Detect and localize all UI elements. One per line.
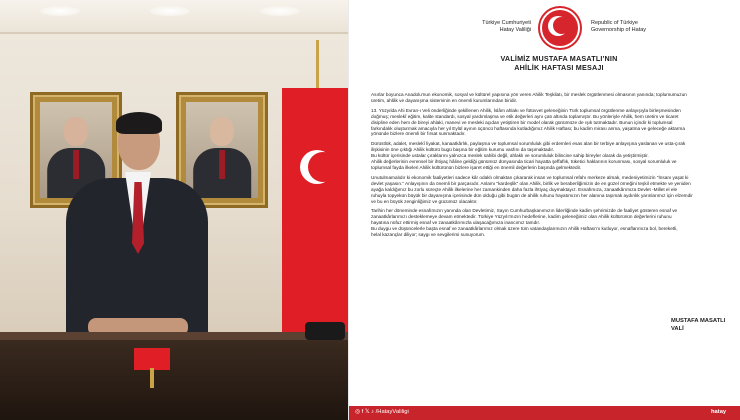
ceiling-lamp <box>260 6 300 16</box>
paragraph-1 <box>371 92 739 104</box>
text-line: farkındalık oluşturmak amacıyla her yıl Eylül ayının üçüncü haftasında kutladığımız Ahilik Haftası; bu kadim mirası anma, yaşatma ve geleceğe aktarma <box>371 125 685 131</box>
header-left-line2: Hatay Valiliği <box>499 27 531 33</box>
text-line: ayağa kaldığımız bu zorlu süreçte Ahilik ilkelerine her zamankinden daha fazla ihtiyaç duymaktayız. Esnafımıza, zanaatkârımıza Devlet -Millet el ele <box>371 186 678 192</box>
text-line: ve bu en büyük zenginliğimiz ve gücümüz olacaktır. <box>371 198 478 204</box>
text-line: ilişkisinin öne çıktığı Ahilik kültürü bugü başına bir eğitim kurumu vasfını da taşımaktadır. <box>371 147 555 153</box>
desk-flag <box>134 348 170 370</box>
desk-phone <box>305 322 345 340</box>
title-line2: AHİLİK HAFTASI MESAJI <box>514 63 604 72</box>
governor-hair <box>116 112 162 134</box>
text-line: helal kazançlar diliyor; saygı ve sevgilerimi sunuyorum. <box>371 232 486 238</box>
website-link[interactable]: hatay <box>711 409 727 415</box>
text-line: disipline eden hem de bireyi ahlaki, manevi ve mesleki açıdan yetiştiren bir model olarak günümüze de ışık tutmaktadır. Bunun içindir ki toplumsal <box>371 119 673 125</box>
signature-role: VALİ <box>671 325 684 332</box>
footer-bar <box>349 406 740 420</box>
paragraph-5 <box>371 208 739 238</box>
text-line: yönünde bizlere önemli bir fırsat sunmaktadır. <box>371 131 466 137</box>
text-line: üretim, ahlâk ve dayanışma sisteminin en önemli kurumlarından biridir. <box>371 97 518 103</box>
text-line: 13. Yüzyılda Ahi Evran-ı Veli önderliğinde şekillenen Ahilik, İslâm ahlakı ve fütüvvet geleneğinin Türk toplumsal örgütlenme anlayışıyla birleşmesinden <box>371 107 681 113</box>
header-right <box>591 20 711 34</box>
ceiling <box>0 0 348 34</box>
text-line: Tarihin her döneminde esnafımızın yanında olan Devletimiz, Sayın Cumhurbaşkanımızın liderliğinde kadim şehrimizde de faaliyet gösteren esnaf ve <box>371 208 678 214</box>
header-left-line1: Türkiye Cumhuriyeti <box>482 20 531 26</box>
text-line: Dürüstlük, adalet, meslekî liyakat, kanaatkârlık, paylaşma ve toplumsal sorumluluk gibi erdemleri esas alan bir terbiye anlayışına yaslanan ve usta-çırak <box>371 141 686 147</box>
desk <box>0 340 348 420</box>
header-right-line2: Governorship of Hatay <box>591 27 647 33</box>
turkish-flag <box>282 88 348 338</box>
desk-flag-stand <box>150 368 154 388</box>
paragraph-4 <box>371 175 739 205</box>
text-line: Ahilik değerlerinin evrensel bir ihtiyaç hâline geldiği günümüz dünyasında ticari hayatta şeffaflık, tüketici haklarının korunması, sosyal sorumluluk ve <box>371 159 677 165</box>
text-line: doğmuş; meslekî eğitim, kalite standardı, sosyal yardımlaşma ve etik değerleri aynı çatı altında toplamıştır. Bu yönleriyle Ahilik, hem üretim ve ticaret <box>371 113 679 119</box>
signature-name: MUSTAFA MASATLI <box>671 318 726 324</box>
text-line: Bu duygu ve düşüncelerle başta esnaf ve zanaatkârlarımız olmak üzere tüm vatandaşlarımızın Ahilik Haftası'nı kutluyor, esnaflarımıza bol, bereketli, <box>371 226 678 232</box>
text-line: Unutulmamalıdır ki ekonomik faaliyetleri sadece kâr odaklı olmaktan çıkararak insan ve toplumsal refahı merkeze almak, medeniyetimizin "İnsanı yaşat ki <box>371 174 689 180</box>
text-line: Bu kültür içerisinde ustalar çıraklarını yalnızca meslek sahibi değil, ahlaklı ve sorumluluk bilincine sahip bireyler olarak da yetiştirmiştir. <box>371 153 649 159</box>
governor-photo <box>0 0 348 420</box>
governorship-logo <box>538 6 582 50</box>
ceiling-lamp <box>150 6 190 16</box>
header-left <box>411 20 531 34</box>
text-line: zanaatkârlarımızı desteklemeye devam etmektedir. Türkiye Yüzyılı'mızın hedeflerine, kadim geleneğimiz olan Ahilik kültürünün değerlerini ruhunu <box>371 214 672 220</box>
title-line1: VALİMİZ MUSTAFA MASATLI'NIN <box>500 54 618 63</box>
paragraph-3 <box>371 141 739 171</box>
signature-block <box>671 318 740 333</box>
social-handle[interactable]: ◎ f 𝕏 ♪ /HatayValiligi <box>355 409 409 415</box>
text-line: ruhuyla topyekün büyük bir dayanışma içerisinde dün olduğu gibi bugün de ahilik ruhunu hayatımızın her alanına taşımak aydınlık yarınlarımız için elzemdir <box>371 192 693 198</box>
text-line: Asırlar boyunca Anadolu'nun ekonomik, sosyal ve kültürel yapısına yön veren Ahilik Teşkilatı, bir meslek örgütlenmesi olmasının yanında; toplumumuzun <box>371 92 687 97</box>
text-line: hayatına nüfuz ettirmiş esnaf ve zanaatkârımızla ulaşacağımıza inancımız tamdır. <box>371 220 541 226</box>
header-right-line1: Republic of Türkiye <box>591 20 638 26</box>
text-line: devlet yaşasın." Anlayışının da önemli bir parçasıdır. Anlamı "kardeşlik" olan Ahilik, birlik ve beraberliğimizin de en güzel örneğini teşkil etmekte ve yeniden <box>371 180 691 186</box>
text-line: toplumsal fayda ilkeleri Ahilik kültürünün bizlere işaret ettiği en önemli değerlerin başında gelmektedir. <box>371 164 582 170</box>
message-title <box>389 54 729 72</box>
message-body <box>371 92 739 242</box>
ceiling-lamp <box>40 6 80 16</box>
message-document <box>348 0 740 420</box>
paragraph-2 <box>371 108 739 138</box>
